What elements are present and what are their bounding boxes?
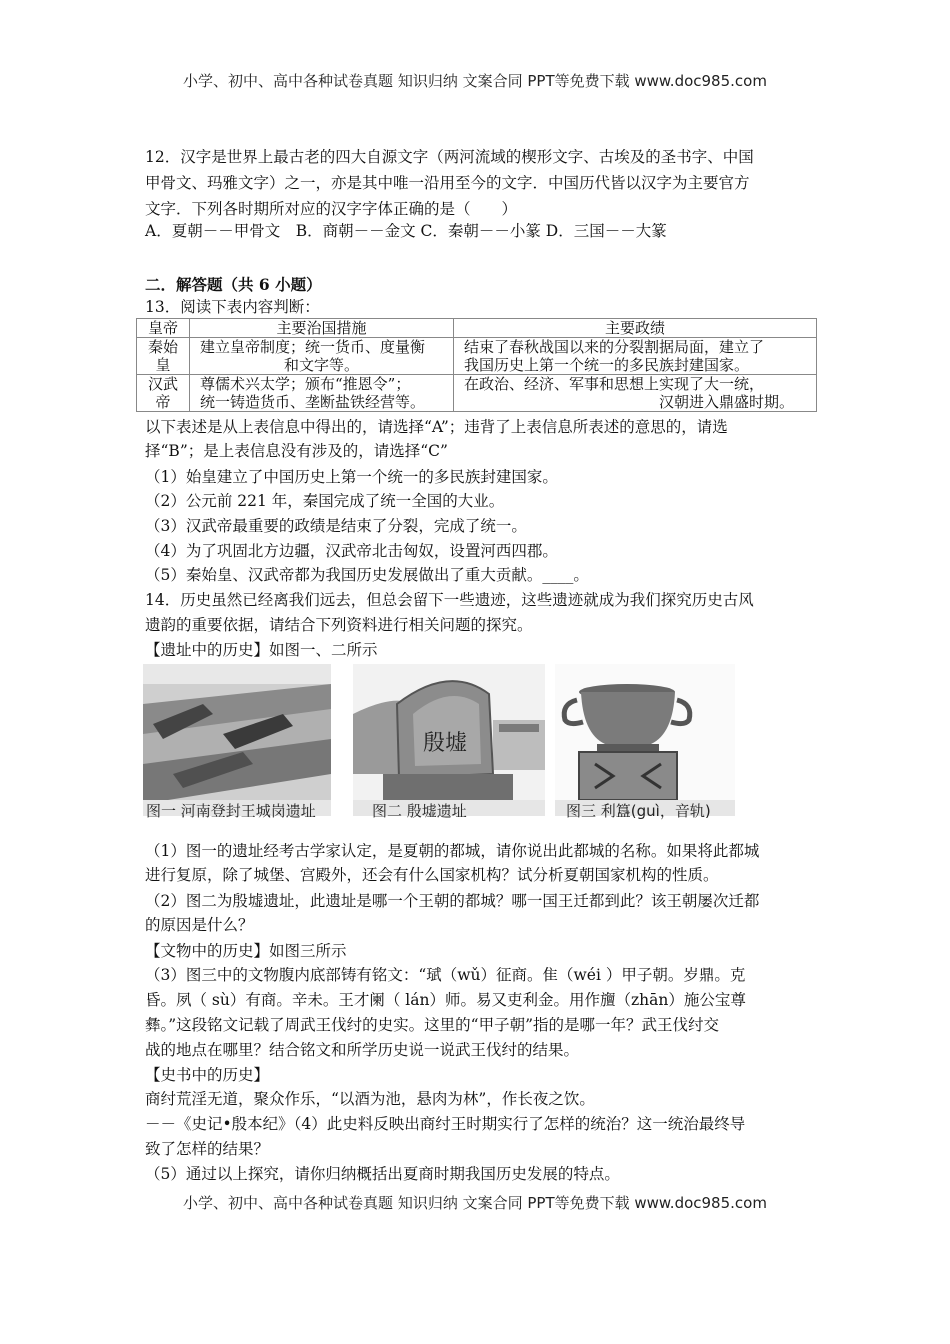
q12-line-3: 文字．下列各时期所对应的汉字字体正确的是（ ） [145, 200, 518, 218]
q13-item-2: （2）公元前 221 年，秦国完成了统一全国的大业。 [145, 492, 505, 510]
table-header-cell: 主要政绩 [454, 319, 817, 338]
q12-line-2: 甲骨文、玛雅文字）之一，亦是其中唯一沿用至今的文字．中国历代皆以汉字为主要官方 [145, 174, 750, 192]
figure-2-photo [353, 664, 545, 816]
q13-instruction-2: 择“B”；是上表信息没有涉及的，请选择“C” [145, 442, 448, 460]
table-header-row [137, 319, 817, 338]
q13-instruction-1: 以下表述是从上表信息中得出的，请选择“A”；违背了上表信息所表述的意思的，请选 [145, 418, 728, 436]
q13-item-1: （1）始皇建立了中国历史上第一个统一的多民族封建国家。 [145, 468, 558, 486]
table-cell-measures: 尊儒术兴太学；颁布“推恩令”； 统一铸造货币、垄断盐铁经营等。 [190, 375, 454, 412]
q14-section-sites: 【遗址中的历史】如图一、二所示 [145, 641, 378, 659]
q14-p4-line-2: 致了怎样的结果？ [145, 1140, 270, 1158]
q14-line-2: 遗韵的重要依据，请结合下列资料进行相关问题的探究。 [145, 616, 533, 634]
q14-p1-line-1: （1）图一的遗址经考古学家认定，是夏朝的都城，请你说出此都城的名称。如果将此都城 [145, 842, 760, 860]
table-header-cell: 皇帝 [137, 319, 190, 338]
q13-intro: 13．阅读下表内容判断： [145, 298, 320, 316]
q12-line-1: 12．汉字是世界上最古老的四大自源文字（两河流域的楔形文字、古埃及的圣书字、中国 [145, 148, 754, 166]
q12-options: A．夏朝－－甲骨文 B．商朝－－金文 C．秦朝－－小篆 D．三国－－大篆 [145, 222, 667, 240]
table-row [137, 375, 817, 412]
q14-p3-line-2: 昏。夙（ sù）有商。辛未。王才阑（ lán）师。易又吏利金。用作旜（zhān）施公宝尊 [145, 991, 746, 1009]
table-cell-measures: 建立皇帝制度；统一货币、度量衡 和文字等。 [190, 338, 454, 375]
page-footer: 小学、初中、高中各种试卷真题 知识归纳 文案合同 PPT等免费下载 www.doc985.com [183, 1194, 767, 1212]
table-cell-achievements: 在政治、经济、军事和思想上实现了大一统， 汉朝进入鼎盛时期。 [454, 375, 817, 412]
table-row [137, 338, 817, 375]
figure-1-caption: 图一 河南登封王城岗遗址 [146, 802, 316, 820]
figure-2-caption: 图二 殷墟遗址 [372, 802, 467, 820]
q14-p2-line-1: （2）图二为殷墟遗址，此遗址是哪一个王朝的都城？哪一国王迁都到此？该王朝屡次迁都 [145, 892, 760, 910]
page-header: 小学、初中、高中各种试卷真题 知识归纳 文案合同 PPT等免费下载 www.doc985.com [183, 72, 767, 90]
q14-p1-line-2: 进行复原，除了城堡、宫殿外，还会有什么国家机构？试分析夏朝国家机构的性质。 [145, 866, 719, 884]
q14-p4-line-1: －－《史记•殷本纪》（4）此史料反映出商纣王时期实行了怎样的统治？这一统治最终导 [145, 1115, 746, 1133]
section-title: 二．解答题（共 6 小题） [145, 275, 322, 294]
q14-p3-line-1: （3）图三中的文物腹内底部铸有铭文：“珷（wǔ）征商。隹（wéi ）甲子朝。岁鼎。克 [145, 966, 746, 984]
table-cell-emperor: 秦始 皇 [137, 338, 190, 375]
figure-3-caption: 图三 利簋(guì，音轨) [566, 802, 711, 820]
q14-section-artifacts: 【文物中的历史】如图三所示 [145, 942, 347, 960]
table-cell-achievements: 结束了春秋战国以来的分裂割据局面，建立了 我国历史上第一个统一的多民族封建国家。 [454, 338, 817, 375]
figure-1-photo [143, 664, 331, 816]
q14-section-books: 【史书中的历史】 [145, 1066, 270, 1084]
figure-3-photo [555, 664, 735, 816]
q14-p5: （5）通过以上探究，请你归纳概括出夏商时期我国历史发展的特点。 [145, 1165, 620, 1183]
q13-item-4: （4）为了巩固北方边疆，汉武帝北击匈奴，设置河西四郡。 [145, 542, 558, 560]
q14-p3-line-4: 战的地点在哪里？结合铭文和所学历史说一说武王伐纣的结果。 [145, 1041, 580, 1059]
q14-p3-line-3: 彝。”这段铭文记载了周武王伐纣的史实。这里的“甲子朝”指的是哪一年？武王伐纣交 [145, 1016, 720, 1034]
q13-item-5: （5）秦始皇、汉武帝都为我国历史发展做出了重大贡献。____。 [145, 566, 589, 584]
q14-line-1: 14．历史虽然已经离我们远去，但总会留下一些遗迹，这些遗迹就成为我们探究历史古风 [145, 591, 754, 609]
q14-p2-line-2: 的原因是什么？ [145, 916, 254, 934]
q13-item-3: （3）汉武帝最重要的政绩是结束了分裂，完成了统一。 [145, 517, 527, 535]
q13-table [136, 318, 817, 412]
table-header-cell: 主要治国措施 [190, 319, 454, 338]
q14-quote: 商纣荒淫无道，聚众作乐，“以酒为池，悬肉为林”，作长夜之饮。 [145, 1090, 595, 1108]
table-cell-emperor: 汉武 帝 [137, 375, 190, 412]
stele-text: 殷墟 [422, 731, 468, 756]
